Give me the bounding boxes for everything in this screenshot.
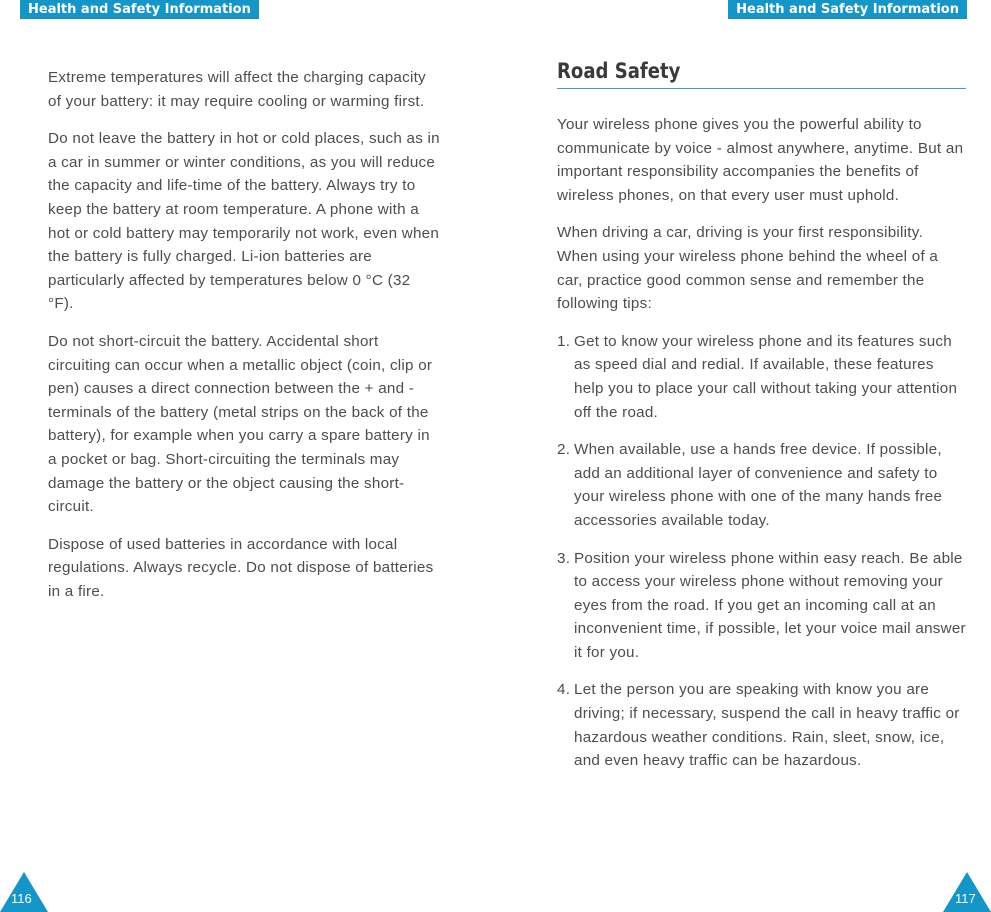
paragraph: Do not short-circuit the battery. Accidental short circuiting can occur when a metallic object (coin, clip or pen) causes a direct connection between the + and - terminals of the battery (metal strips on the back of the battery), for example when you carry a spare battery in a pocket or bag. Short-circuiting the terminals may damage the battery or the object causing the short-circuit. (48, 332, 433, 516)
page-number: 117 (955, 891, 976, 906)
left-page-content (48, 66, 440, 617)
paragraph: Extreme temperatures will affect the charging capacity of your battery: it may require cooling or warming first. (48, 69, 426, 110)
list-item-text: When available, use a hands free device. If possible, add an additional layer of convenience and safety to your wireless phone with one of the many hands free accessories available today. (574, 441, 943, 529)
page-number: 116 (11, 891, 32, 906)
paragraph: Dispose of used batteries in accordance with local regulations. Always recycle. Do not dispose of batteries in a fire. (48, 535, 434, 600)
list-item (557, 330, 967, 424)
right-page-content (557, 56, 967, 787)
list-item (557, 547, 967, 665)
list-item-number: 2. (557, 441, 571, 459)
list-item-number: 1. (557, 332, 571, 350)
list-item (557, 438, 967, 532)
tips-list (557, 330, 967, 773)
section-title: Road Safety (557, 59, 681, 83)
header-tab-right: Health and Safety Information (728, 0, 967, 19)
paragraph: Your wireless phone gives you the powerful ability to communicate by voice - almost anywhere, anytime. But an important responsibility accompanies the benefits of wireless phones, on that every user must uphold. (557, 116, 964, 204)
list-item-number: 3. (557, 549, 571, 567)
list-item (557, 678, 967, 772)
list-item-text: Position your wireless phone within easy reach. Be able to access your wireless phone without removing your eyes from the road. If you get an incoming call at an inconvenient time, if possible, let your voice mail answer it for you. (574, 549, 966, 661)
list-item-number: 4. (557, 681, 571, 699)
paragraph: When driving a car, driving is your first responsibility. When using your wireless phone behind the wheel of a car, practice good common sense and remember the following tips: (557, 224, 939, 313)
list-item-text: Let the person you are speaking with know you are driving; if necessary, suspend the call in heavy traffic or hazardous weather conditions. Rain, sleet, snow, ice, and even heavy traffic can be hazardous. (574, 681, 960, 770)
paragraph: Do not leave the battery in hot or cold places, such as in a car in summer or winter conditions, as you will reduce the capacity and life-time of the battery. Always try to keep the battery at room temperature. A phone with a hot or cold battery may temporarily not work, even when the battery is fully charged. Li-ion batteries are particularly affected by temperatures below 0 °C (32 °F). (48, 130, 440, 313)
list-item-text: Get to know your wireless phone and its features such as speed dial and redial. If available, these features help you to place your call without taking your attention off the road. (574, 332, 958, 421)
title-divider (557, 88, 966, 89)
header-tab-left: Health and Safety Information (20, 0, 259, 19)
